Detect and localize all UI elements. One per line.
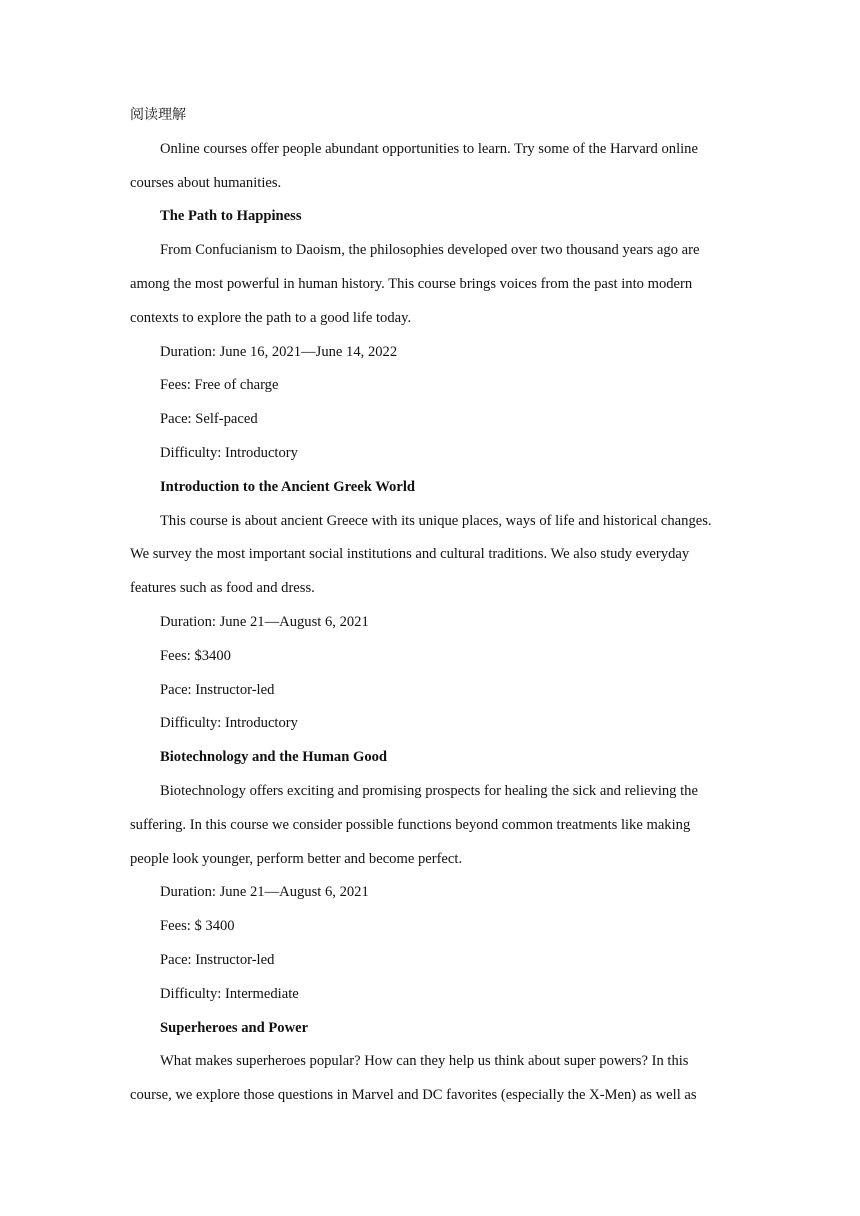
course-pace: Pace: Instructor-led [160, 951, 275, 968]
course-difficulty: Difficulty: Introductory [160, 444, 298, 461]
document-content [130, 99, 740, 1113]
section-label: 阅读理解 [130, 107, 186, 123]
course-title-superheroes: Superheroes and Power [160, 1019, 309, 1036]
course-title-biotechnology: Biotechnology and the Human Good [160, 749, 388, 766]
course-pace: Pace: Instructor-led [160, 681, 275, 698]
course-pace: Pace: Self-paced [160, 411, 258, 428]
course-description-line: among the most powerful in human history. This course brings voices from the past into modern [130, 275, 693, 292]
course-duration: Duration: June 16, 2021—June 14, 2022 [160, 343, 398, 360]
course-description-line: course, we explore those questions in Marvel and DC favorites (especially the X-Men) as well as [130, 1087, 697, 1104]
course-description-line: From Confucianism to Daoism, the philosophies developed over two thousand years ago are [160, 242, 700, 259]
course-difficulty: Difficulty: Introductory [160, 715, 298, 732]
intro-line-2: courses about humanities. [130, 174, 282, 191]
course-description-line: suffering. In this course we consider possible functions beyond common treatments like making [130, 816, 691, 833]
course-description-line: people look younger, perform better and become perfect. [130, 850, 463, 867]
course-fees: Fees: $ 3400 [160, 918, 235, 935]
course-description-line: What makes superheroes popular? How can they help us think about super powers? In this [160, 1053, 689, 1070]
course-duration: Duration: June 21—August 6, 2021 [160, 884, 369, 901]
course-description-line: We survey the most important social institutions and cultural traditions. We also study everyday [130, 546, 690, 563]
course-description-line: Biotechnology offers exciting and promising prospects for healing the sick and relieving the [160, 782, 698, 799]
course-description-line: features such as food and dress. [130, 580, 315, 597]
course-title-ancient-greek-world: Introduction to the Ancient Greek World [160, 478, 415, 495]
course-description-line: contexts to explore the path to a good life today. [130, 309, 412, 326]
course-title-path-to-happiness: The Path to Happiness [160, 208, 302, 225]
course-fees: Fees: $3400 [160, 647, 231, 664]
intro-line-1: Online courses offer people abundant opportunities to learn. Try some of the Harvard online [160, 140, 698, 157]
course-difficulty: Difficulty: Intermediate [160, 985, 299, 1002]
course-duration: Duration: June 21—August 6, 2021 [160, 613, 369, 630]
course-description-line: This course is about ancient Greece with its unique places, ways of life and historical changes. [160, 512, 712, 529]
course-fees: Fees: Free of charge [160, 377, 279, 394]
